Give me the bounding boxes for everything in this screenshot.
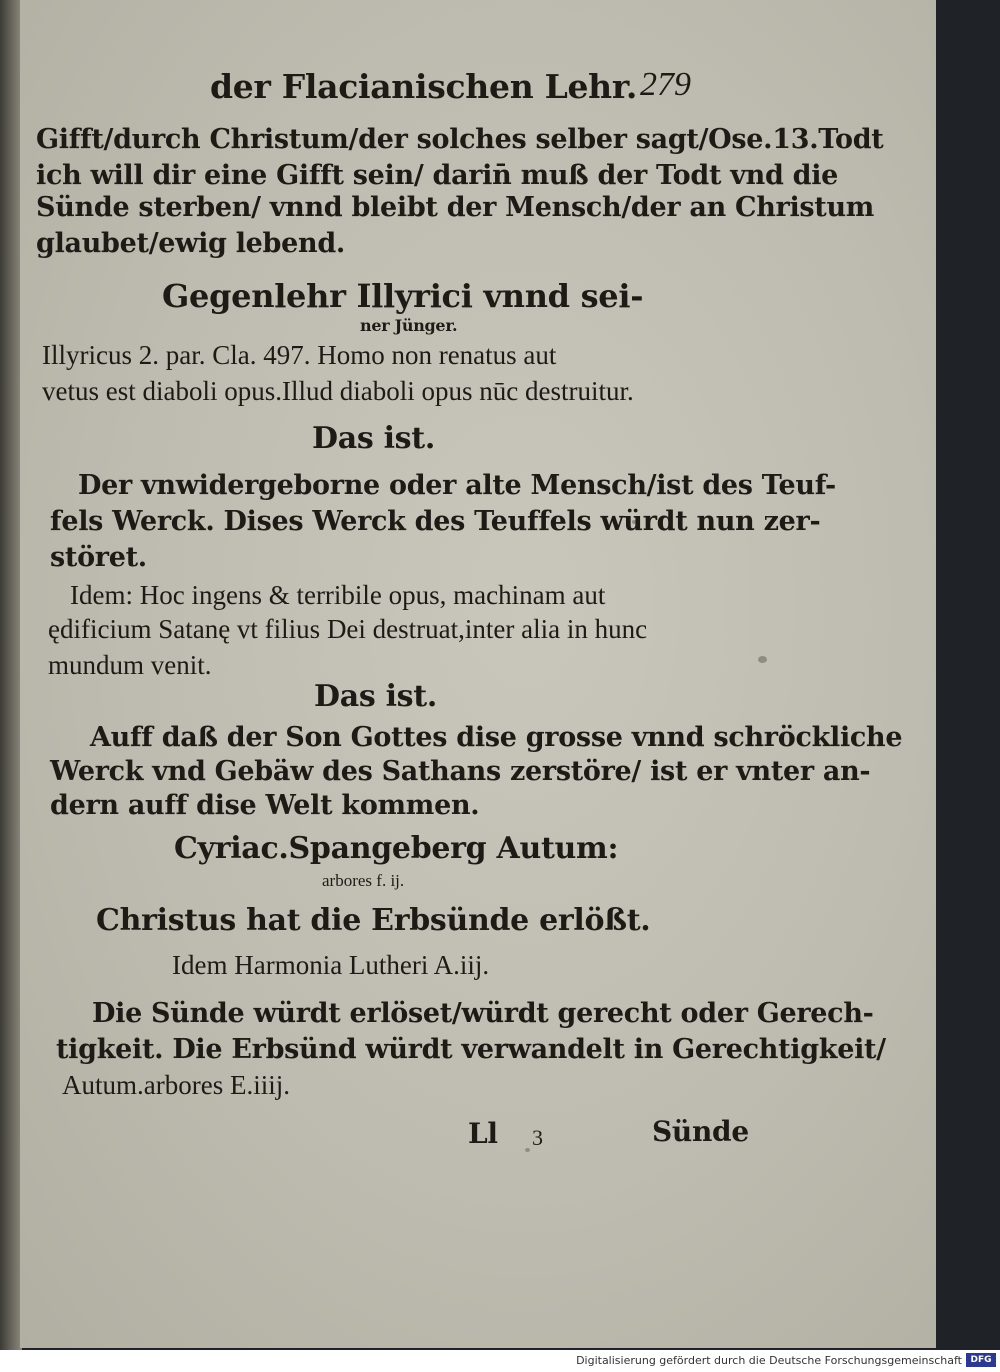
- text-line: tigkeit. Die Erbsünd würdt verwandelt in Gerechtigkeit/: [56, 1034, 886, 1065]
- dfg-logo-icon: DFG: [966, 1353, 996, 1367]
- signature-mark: Ll: [468, 1117, 498, 1150]
- subheading: Das ist.: [312, 421, 435, 456]
- section-heading: Christus hat die Erbsünde erlößt.: [96, 903, 651, 938]
- latin-line: Idem: Hoc ingens & terribile opus, machinam aut: [70, 580, 606, 610]
- paper-stain: [525, 1148, 530, 1152]
- latin-line: mundum venit.: [48, 650, 212, 680]
- latin-line: ędificium Satanę vt filius Dei destruat,inter alia in hunc: [48, 614, 648, 644]
- latin-line: vetus est diaboli opus.Illud diaboli opus nūc destruitur.: [42, 376, 634, 406]
- signature-number: 3: [532, 1125, 543, 1150]
- text-line: störet.: [50, 542, 147, 573]
- text-line: Auff daß der Son Gottes dise grosse vnnd schröckliche: [90, 722, 903, 753]
- author-heading: Cyriac.Spangeberg Autum:: [174, 831, 619, 866]
- text-line: fels Werck. Dises Werck des Teuffels würdt nun zer-: [50, 506, 821, 537]
- paper-stain: [758, 656, 767, 663]
- text-line: dern auff dise Welt kommen.: [50, 790, 480, 821]
- latin-line: Illyricus 2. par. Cla. 497. Homo non renatus aut: [42, 340, 557, 370]
- author-heading-continued: arbores f. ij.: [322, 871, 405, 890]
- text-line: Werck vnd Gebäw des Sathans zerstöre/ ist er vnter an-: [50, 756, 871, 787]
- citation-line: Autum.arbores E.iiij.: [62, 1070, 290, 1100]
- text-line: glaubet/ewig lebend.: [36, 228, 346, 259]
- binding-edge: [0, 0, 22, 1350]
- citation-line: Idem Harmonia Lutheri A.iij.: [172, 950, 490, 980]
- text-line: Gifft/durch Christum/der solches selber sagt/Ose.13.Todt: [36, 124, 884, 155]
- footer-credit: Digitalisierung gefördert durch die Deutsche Forschungsgemeinschaft: [576, 1354, 962, 1367]
- running-title: der Flacianischen Lehr.: [210, 67, 638, 106]
- book-page: [20, 0, 936, 1348]
- page-number: 279: [640, 66, 691, 103]
- text-line: Sünde sterben/ vnnd bleibt der Mensch/der an Christum: [36, 192, 875, 223]
- section-heading-continued: ner Jünger.: [360, 316, 458, 335]
- catchword: Sünde: [652, 1115, 749, 1148]
- text-line: Der vnwidergeborne oder alte Mensch/ist des Teuf-: [78, 470, 836, 501]
- text-line: Die Sünde würdt erlöset/würdt gerecht oder Gerech-: [92, 998, 874, 1029]
- text-line: ich will dir eine Gifft sein/ darin̄ muß der Todt vnd die: [36, 160, 839, 191]
- section-heading: Gegenlehr Illyrici vnnd sei-: [162, 277, 644, 315]
- subheading: Das ist.: [314, 679, 437, 714]
